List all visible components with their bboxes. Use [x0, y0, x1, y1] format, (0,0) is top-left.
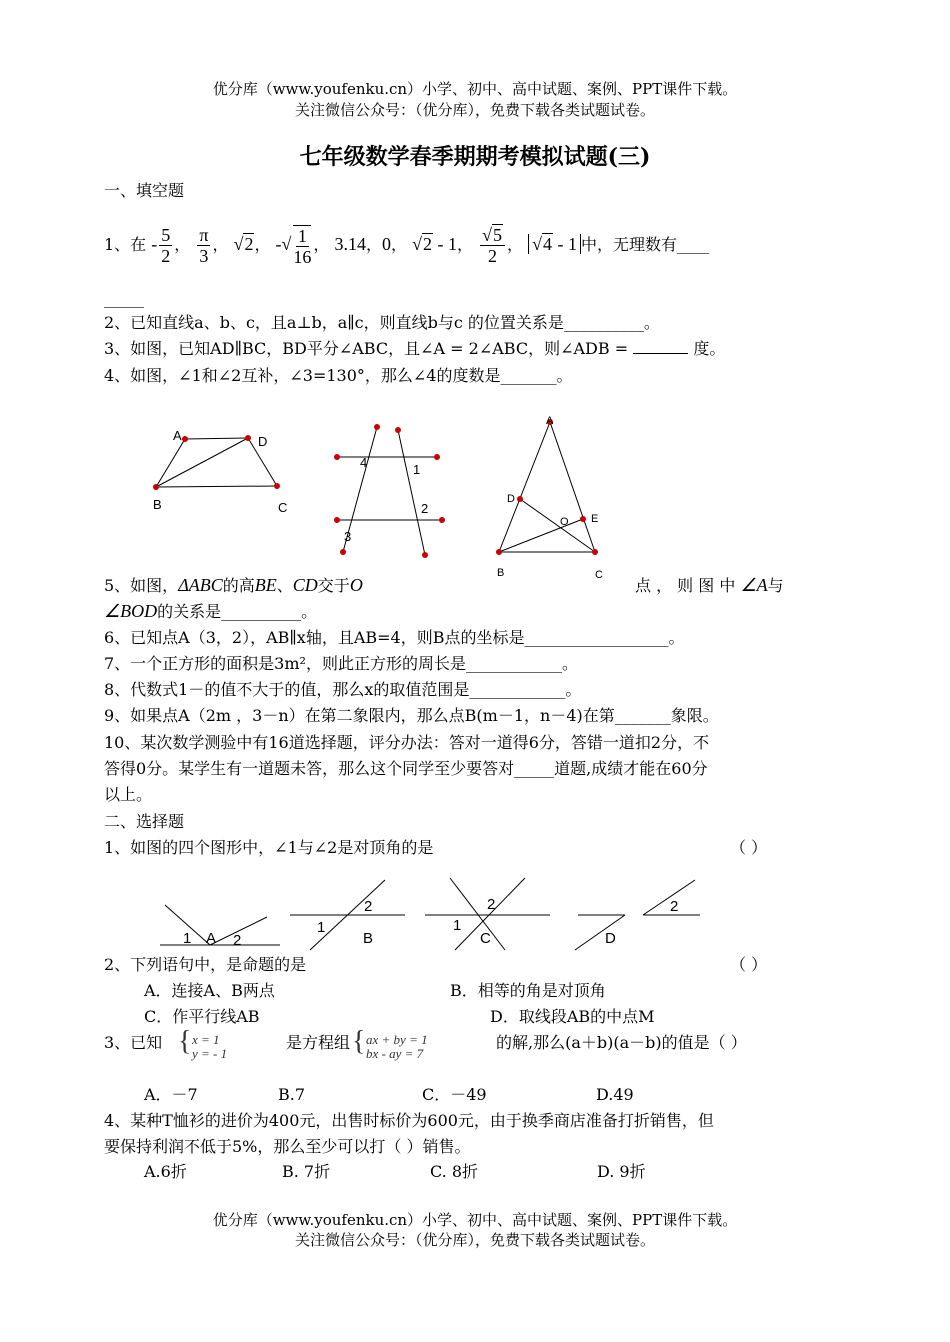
section1-heading: 一、填空题 [104, 181, 185, 200]
fig-c-angle-2: 2 [487, 896, 496, 913]
point-c [274, 483, 280, 489]
q1-continuation: _____ [104, 289, 144, 308]
frac-pi-3: $\frac{\pi}{3}$ [199, 225, 209, 266]
q10-line3: 以上。 [104, 785, 153, 804]
footer-line-1: 优分库（www.youfenku.cn）小学、初中、高中试题、案例、PPT课件下载。 [212, 1211, 738, 1229]
fig-c-label: C [480, 930, 491, 947]
section2-heading: 二、选择题 [104, 812, 185, 831]
figures-row-1 [140, 410, 620, 585]
s2-q2-text: 2、下列语句中，是命题的是 [104, 955, 307, 974]
fig-b-angle-2: 2 [364, 898, 373, 915]
angle-4-label: 4 [360, 455, 368, 470]
header-line-1: 优分库（www.youfenku.cn）小学、初中、高中试题、案例、PPT课件下载。 [212, 80, 738, 98]
q5-line1-right: 点 ， 则 图 中 ∠A与 [635, 575, 784, 595]
label-c: C [278, 500, 288, 515]
point-d [245, 435, 251, 441]
angle-2-label: 2 [421, 501, 429, 516]
s2-q3-suffix: 的解,那么(a＋b)(a－b)的值是（ ） [496, 1033, 747, 1052]
fig-d-angle-2: 2 [670, 898, 679, 915]
label-c3: C [595, 569, 603, 581]
label-d: D [258, 434, 268, 449]
q10-line2: 答得0分。某学生有一道题未答，那么这个同学至少要答对_____道题,成绩才能在60分 [104, 759, 708, 778]
s2-q1-text: 1、如图的四个图形中，∠1与∠2是对顶角的是 [104, 838, 434, 857]
point-a [182, 436, 188, 442]
s2-q4-option-c: C. 8折 [430, 1162, 479, 1181]
q9-text: 9、如果点A（2m ，3－n）在第二象限内，那么点B(m－1，n－4)在第_______象限。 [104, 706, 719, 725]
label-o3: O [560, 516, 569, 528]
s2-q4-line1: 4、某种T恤衫的进价为400元，出售时标价为600元，由于换季商店准备打折销售，但 [104, 1111, 714, 1130]
s2-q4-option-a: A.6折 [144, 1162, 187, 1181]
s2-q4-line2: 要保持利润不低于5%，那么至少可以打（ ）销售。 [104, 1137, 471, 1156]
s2-q3-option-d: D.49 [596, 1085, 634, 1104]
s2-q2-option-c: C．作平行线AB [144, 1007, 260, 1026]
label-b: B [153, 497, 162, 512]
page-title: 七年级数学春季期期考模拟试题(三) [299, 144, 651, 170]
q5-line2: ∠BOD的关系是__________。 [104, 601, 318, 621]
fig-c-angle-1: 1 [453, 917, 462, 934]
q1-fill: 1、在 - $\frac{5}{2}$ ， $\frac{\pi}{3}$ ， √2， -√ $\frac{1}{16}$ ， 3.14，0， √2 - 1， $\frac{√5}{2}$ ， √4 - 1 中，无理数有____ [104, 225, 709, 267]
s2-q3-option-b: B.7 [278, 1085, 306, 1104]
fig-a-label: A [206, 930, 217, 947]
s2-q3-option-a: A．－7 [144, 1085, 198, 1104]
q7-text: 7、一个正方形的面积是3m²，则此正方形的周长是____________。 [104, 654, 578, 673]
figure-triangle-abc [499, 422, 595, 552]
footer-line-2: 关注微信公众号：（优分库），免费下载各类试题试卷。 [294, 1231, 655, 1249]
s2-q3-option-c: C．－49 [422, 1085, 487, 1104]
q8-text: 8、代数式1－的值不大于的值，那么x的取值范围是____________。 [104, 680, 582, 699]
s2-q2-option-a: A．连接A、B两点 [144, 981, 275, 1000]
label-e3: E [591, 513, 599, 525]
s2-q4-option-b: B. 7折 [282, 1162, 331, 1181]
q1-prefix: 1、在 [104, 235, 147, 254]
fig-a-angle-2: 2 [233, 932, 242, 949]
fig-d-label: D [605, 930, 616, 947]
fig-a-angle-1: 1 [183, 930, 192, 947]
system-1: { x = 1 y = - 1 [178, 1026, 228, 1061]
fig-b-label: B [363, 930, 374, 947]
s2-q3-prefix: 3、已知 [104, 1033, 163, 1052]
label-a: A [173, 428, 182, 443]
angle-3-label: 3 [344, 529, 352, 544]
s2-q2-paren: （ ） [730, 955, 768, 974]
label-b3: B [497, 567, 505, 579]
q10-line1: 10、某次数学测验中有16道选择题，评分办法：答对一道得6分，答错一道扣2分，不 [104, 733, 710, 752]
s2-q3-mid: 是方程组 [286, 1033, 351, 1052]
point-b [153, 484, 159, 490]
frac-sqrt5-2: $\frac{√5}{2}$ [480, 225, 505, 266]
label-a3: A [546, 415, 554, 427]
system-2: { ax + by = 1 bx - ay = 7 [352, 1026, 428, 1061]
figure-transversals [337, 427, 442, 555]
angle-1-label: 1 [413, 462, 421, 477]
s2-q4-option-d: D. 9折 [597, 1162, 646, 1181]
frac-1-16: $\frac{1}{16}$ [293, 225, 312, 267]
q2-text: 2、已知直线a、b、c，且a⊥b，a∥c，则直线b与c 的位置关系是__________。 [104, 313, 660, 332]
s2-q1-paren: （ ） [730, 838, 768, 857]
s2-q2-option-d: D．取线段AB的中点M [490, 1007, 655, 1026]
q3-text: 3、如图，已知AD∥BC，BD平分∠ABC，且∠A = 2∠ABC，则∠ADB = 度。 [104, 339, 726, 358]
q6-text: 6、已知点A（3，2），AB∥x轴，且AB=4，则B点的坐标是__________________。 [104, 628, 685, 647]
q4-text: 4、如图，∠1和∠2互补，∠3=130°，那么∠4的度数是_______。 [104, 366, 573, 385]
q5-line1-left: 5、如图，ΔABC的高BE、CD交于O [104, 575, 363, 595]
frac-5-2: $\frac{5}{2}$ [161, 225, 171, 266]
label-d3: D [507, 493, 515, 505]
q1-suffix: 中，无理数有____ [580, 235, 709, 254]
fig-b-angle-1: 1 [317, 919, 326, 936]
header-line-2: 关注微信公众号：（优分库），免费下载各类试题试卷。 [294, 101, 655, 119]
figures-row-2 [155, 875, 715, 955]
s2-q2-option-b: B．相等的角是对顶角 [450, 981, 606, 1000]
